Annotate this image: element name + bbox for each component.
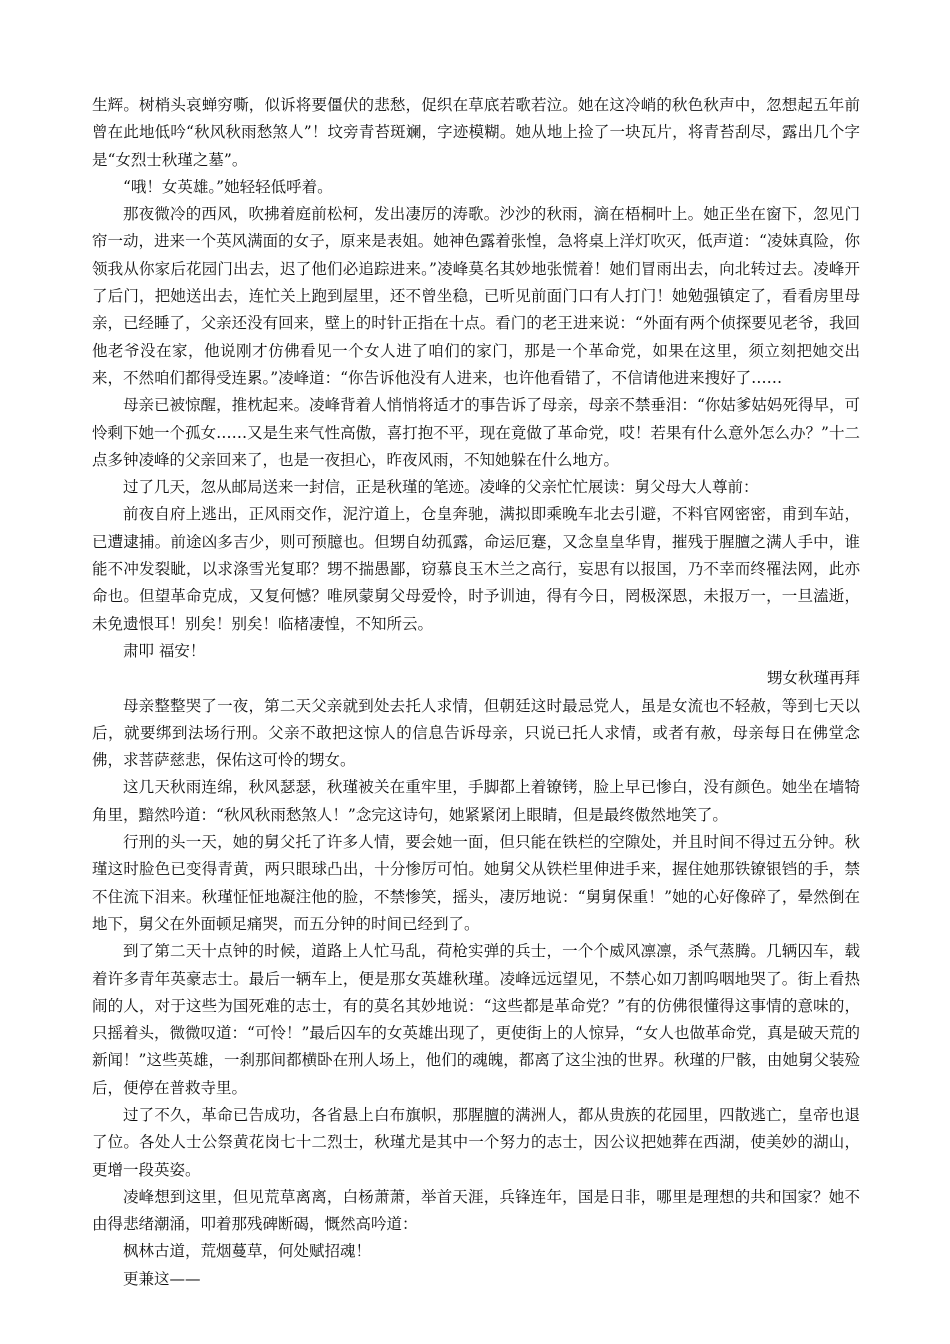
paragraph-reflection: 凌峰想到这里，但见荒草离离，白杨萧萧，举首天涯，兵锋连年，国是日非，哪里是理想的共和国家？她不由得悲绪潮涌，叩着那残碑断碣，慨然高吟道： [92, 1187, 860, 1234]
paragraph-night-escape: 那夜微冷的西风，吹拂着庭前松柯，发出凄厉的涛歌。沙沙的秋雨，滴在梧桐叶上。她正坐在窗下，忽见门帘一动，进来一个英风满面的女子，原来是表姐。她神色露着张惶，急将桌上洋灯吹灭，低声道：“凌妹真险，你领我从你家后花园门出去，迟了他们必追踪进来。”凌峰莫名其妙地张慌着！她们冒雨出去，向北转过去。凌峰开了后门，把她送出去，连忙关上跑到屋里，还不曾坐稳，已听见前面门口有人打门！她勉强镇定了，看看房里母亲，已经睡了，父亲还没有回来，壁上的时针正指在十点。看门的老王进来说：“外面有两个侦探要见老爷，我回他老爷没在家，他说刚才仿佛看见一个女人进了咱们的家门，那是一个革命党，如果在这里，须立刻把她交出来，不然咱们都得受连累。”凌峰道：“你告诉他没有人进来，也许他看错了，不信请他进来搜好了…… [92, 205, 860, 387]
paragraph-exclamation: “哦！女英雄。”她轻轻低呼着。 [123, 177, 333, 196]
paragraph-letter-body: 前夜自府上逃出，正风雨交作，泥泞道上，仓皇奔驰，满拟即乘晚车北去引避，不料官网密密，甫到车站，已遭逮捕。前途凶多吉少，则可预臆也。但甥自幼孤露，命运厄蹇，又念皇皇华胄，摧残于腥膻之满人手中，谁能不冲发裂眦，以求涤雪光复耶？甥不揣愚鄙，窃慕良玉木兰之高行，妄思有以报国，乃不幸而终罹法网，此亦命也。但望革命克成，又复何憾？唯夙蒙舅父母爱怜，时予训迪，得有今日，罔极深恩，未报万一，一旦溘逝，未免遗恨耳！别矣！别矣！临楮凄惶，不知所云。 [92, 505, 860, 633]
paragraph-prison: 这几天秋雨连绵，秋风瑟瑟，秋瑾被关在重牢里，手脚都上着镣铐，脸上早已惨白，没有颜色。她坐在墙犄角里，黯然吟道：“秋风秋雨愁煞人！”念完这诗句，她紧紧闭上眼睛，但是最终傲然地笑了。 [92, 778, 860, 824]
paragraph-mother-weeps: 母亲整整哭了一夜，第二天父亲就到处去托人求情，但朝廷这时最忌党人，虽是女流也不轻赦，等到七天以后，就要绑到法场行刑。父亲不敢把这惊人的信息告诉母亲，只说已托人求情，或者有赦，母亲每日在佛堂念佛，求菩萨慈悲，保佑这可怜的甥女。 [92, 696, 860, 770]
document-page [92, 92, 860, 1293]
paragraph-last-visit: 行刑的头一天，她的舅父托了许多人情，要会她一面，但只能在铁栏的空隙处，并且时间不得过五分钟。秋瑾这时脸色已变得青黄，两只眼球凸出，十分惨厉可怕。她舅父从铁栏里伸进手来，握住她那铁镣银铛的手，禁不住流下泪来。秋瑾怔怔地凝注他的脸，不禁惨笑，摇头，凄厉地说：“舅舅保重！”她的心好像碎了，晕然倒在地下，舅父在外面顿足痛哭，而五分钟的时间已经到了。 [92, 833, 860, 933]
paragraph-mother-worry: 母亲已被惊醒，推枕起来。凌峰背着人悄悄将适才的事告诉了母亲，母亲不禁垂泪：“你姑爹姑妈死得早，可怜剩下她一个孤女……又是生来气性高傲，喜打抱不平，现在竟做了革命党，哎！若果有什么意外怎么办？”十二点多钟凌峰的父亲回来了，也是一夜担心，昨夜风雨，不知她躲在什么地方。 [92, 396, 860, 469]
poem-line-2: 更兼这—— [123, 1269, 201, 1288]
paragraph-letter-arrives: 过了几天，忽从邮局送来一封信，正是秋瑾的笔迹。凌峰的父亲忙忙展读：舅父母大人尊前： [123, 478, 759, 497]
paragraph-letter-closing: 肃叩 福安！ [123, 641, 206, 660]
letter-signature: 甥女秋瑾再拜 [766, 669, 860, 688]
paragraph-cemetery-scene: 生辉。树梢头哀蝉穷嘶，似诉将要僵伏的悲愁，促织在草底若歌若泣。她在这冷峭的秋色秋声中，忽想起五年前曾在此地低吟“秋风秋雨愁煞人”！坟旁青苔斑斓，字迹模糊。她从地上捡了一块瓦片，将青苔刮尽，露出几个字是“女烈士秋瑾之墓”。 [92, 96, 860, 169]
paragraph-revolution-success: 过了不久，革命已告成功，各省悬上白布旗帜，那腥膻的满洲人，都从贵族的花园里，四散逃亡，皇帝也退了位。各处人士公祭黄花岗七十二烈士，秋瑾尤是其中一个努力的志士，因公议把她葬在西湖，使美妙的湖山，更增一段英姿。 [92, 1105, 860, 1179]
paragraph-execution-day: 到了第二天十点钟的时候，道路上人忙马乱，荷枪实弹的兵士，一个个威风凛凛，杀气蒸腾。几辆囚车，载着许多青年英豪志士。最后一辆车上，便是那女英雄秋瑾。凌峰远远望见，不禁心如刀割呜咽地哭了。街上看热闹的人，对于这些为国死难的志士，有的莫名其妙地说：“这些都是革命党？”有的仿佛很懂得这事情的意味的，只摇着头，微微叹道：“可怜！”最后囚车的女英雄出现了，更使街上的人惊异，“女人也做革命党，真是破天荒的新闻！”这些英雄，一刹那间都横卧在刑人场上，他们的魂魄，都离了这尘浊的世界。秋瑾的尸骸，由她舅父装殓后，便停在普救寺里。 [92, 942, 860, 1097]
poem-line-1: 枫林古道，荒烟蔓草，何处赋招魂！ [123, 1242, 372, 1261]
